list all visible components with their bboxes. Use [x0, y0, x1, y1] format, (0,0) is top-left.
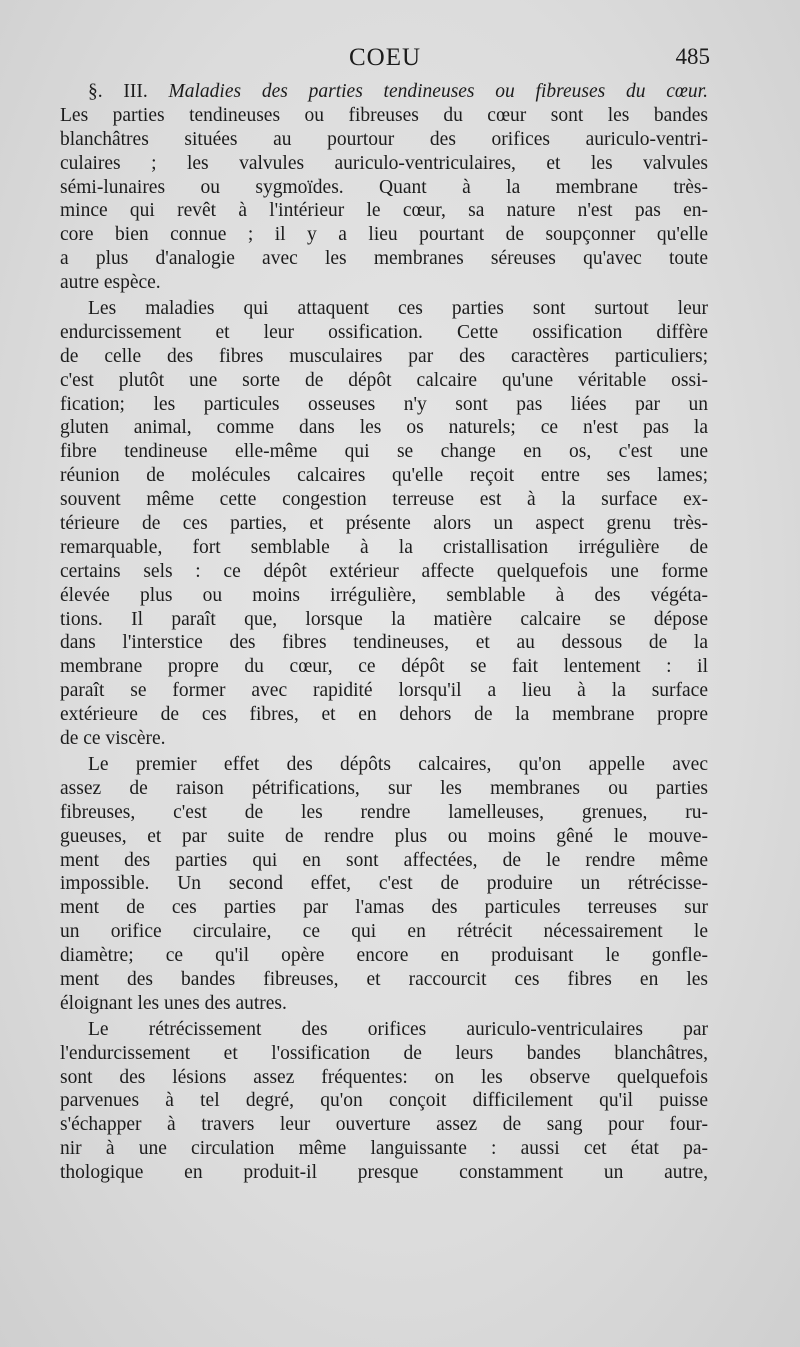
- text-line: fication; les particules osseuses n'y sont pas liées par un: [60, 393, 708, 415]
- running-head: COEU: [348, 44, 422, 71]
- text-line: certains sels : ce dépôt extérieur affecte quelquefois une forme: [60, 560, 708, 582]
- text-line: s'échapper à travers leur ouverture assez de sang pour four-: [60, 1114, 708, 1136]
- text-line: mince qui revêt à l'intérieur le cœur, sa nature n'est pas en-: [60, 200, 708, 222]
- paragraph: [60, 753, 708, 1016]
- text-line: gluten animal, comme dans les os naturels; ce n'est pas la: [60, 417, 708, 439]
- text-line: dans l'interstice des fibres tendineuses, et au dessous de la: [60, 632, 708, 654]
- text-line: Le rétrécissement des orifices auriculo-ventriculaires par: [88, 1018, 708, 1040]
- text-line: ment des bandes fibreuses, et raccourcit ces fibres en les: [60, 968, 708, 990]
- text-line: diamètre; ce qu'il opère encore en produisant le gonfle-: [60, 945, 708, 967]
- text-line: Les parties tendineuses ou fibreuses du cœur sont les bandes: [60, 104, 708, 126]
- paragraph: [60, 297, 708, 751]
- text-line: paraît se former avec rapidité lorsqu'il a lieu à la surface: [60, 680, 708, 702]
- body-text: [60, 80, 708, 1185]
- text-line: a plus d'analogie avec les membranes séreuses qu'avec toute: [60, 248, 708, 270]
- text-line: c'est plutôt une sorte de dépôt calcaire qu'une véritable ossi-: [60, 369, 708, 391]
- text-line: sont des lésions assez fréquentes: on les observe quelquefois: [60, 1066, 708, 1088]
- text-line: Les maladies qui attaquent ces parties sont surtout leur: [88, 298, 708, 320]
- text-line: éloignant les unes des autres.: [60, 992, 287, 1014]
- section-number: §. III.: [88, 81, 148, 102]
- text-line: souvent même cette congestion terreuse est à la surface ex-: [60, 489, 708, 511]
- text-line: nir à une circulation même languissante : aussi cet état pa-: [60, 1138, 708, 1160]
- text-line: ment de ces parties par l'amas des particules terreuses sur: [60, 897, 708, 919]
- text-line: remarquable, fort semblable à la cristallisation irrégulière de: [60, 536, 708, 558]
- text-line: endurcissement et leur ossification. Cette ossification diffère: [60, 321, 708, 343]
- section-title: Maladies des parties tendineuses ou fibreuses du cœur.: [168, 81, 708, 102]
- text-line: autre espèce.: [60, 272, 161, 294]
- text-line: membrane propre du cœur, ce dépôt se fait lentement : il: [60, 656, 708, 678]
- text-line: fibreuses, c'est de les rendre lamelleuses, grenues, ru-: [60, 801, 708, 823]
- section-heading: [60, 80, 708, 104]
- text-line: un orifice circulaire, ce qui en rétrécit nécessairement le: [60, 921, 708, 943]
- paragraph: [60, 1018, 708, 1185]
- text-line: assez de raison pétrifications, sur les membranes ou parties: [60, 777, 708, 799]
- text-line: extérieure de ces fibres, et en dehors de la membrane propre: [60, 704, 708, 726]
- text-line: térieure de ces parties, et présente alors un aspect grenu très-: [60, 513, 708, 535]
- text-line: de celle des fibres musculaires par des caractères particuliers;: [60, 345, 708, 367]
- text-line: gueuses, et par suite de rendre plus ou moins gêné le mouve-: [60, 825, 708, 847]
- text-line: Le premier effet des dépôts calcaires, qu'on appelle avec: [88, 753, 708, 775]
- text-line: tions. Il paraît que, lorsque la matière calcaire se dépose: [60, 608, 708, 630]
- page-header: [60, 44, 710, 78]
- paragraph: [60, 104, 708, 295]
- text-line: sémi-lunaires ou sygmoïdes. Quant à la membrane très-: [60, 176, 708, 198]
- text-line: de ce viscère.: [60, 728, 166, 750]
- text-line: blanchâtres situées au pourtour des orifices auriculo-ventri-: [60, 128, 708, 150]
- text-line: fibre tendineuse elle-même qui se change en os, c'est une: [60, 441, 708, 463]
- text-line: impossible. Un second effet, c'est de produire un rétrécisse-: [60, 873, 708, 895]
- text-line: thologique en produit-il presque constamment un autre,: [60, 1162, 708, 1184]
- text-line: culaires ; les valvules auriculo-ventriculaires, et les valvules: [60, 152, 708, 174]
- text-line: ment des parties qui en sont affectées, de le rendre même: [60, 849, 708, 871]
- text-line: élevée plus ou moins irrégulière, semblable à des végéta-: [60, 584, 708, 606]
- text-line: l'endurcissement et l'ossification de leurs bandes blanchâtres,: [60, 1042, 708, 1064]
- text-line: réunion de molécules calcaires qu'elle reçoit entre ses lames;: [60, 465, 708, 487]
- text-line: core bien connue ; il y a lieu pourtant de soupçonner qu'elle: [60, 224, 708, 246]
- text-line: parvenues à tel degré, qu'on conçoit difficilement qu'il puisse: [60, 1090, 708, 1112]
- page-number: 485: [675, 44, 710, 69]
